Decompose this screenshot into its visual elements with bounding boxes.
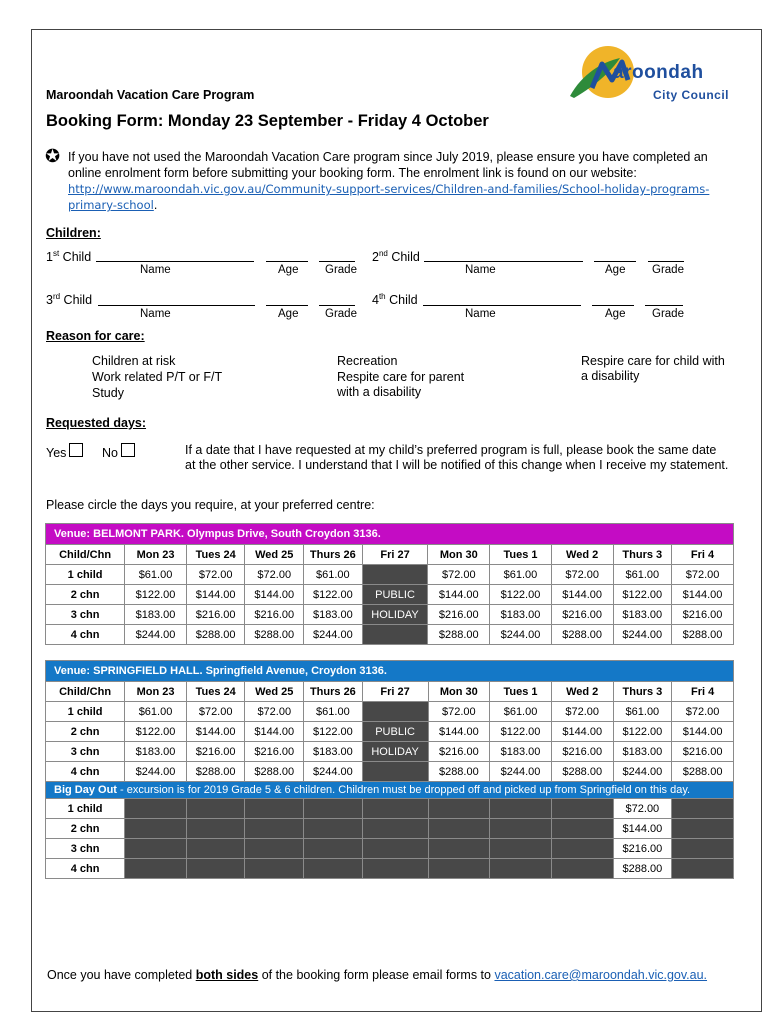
unavailable-cell [186, 819, 245, 839]
child-1-age-field[interactable] [266, 261, 308, 262]
unavailable-cell [428, 839, 490, 859]
price-cell[interactable]: $72.00 [245, 565, 304, 585]
column-header: Tues 1 [490, 545, 552, 565]
price-cell[interactable]: $122.00 [613, 722, 672, 742]
price-cell[interactable]: $216.00 [186, 605, 245, 625]
belmont-venue-title: Venue: BELMONT PARK. Olympus Drive, South Croydon 3136. [46, 524, 734, 545]
row-label: 4 chn [46, 625, 125, 645]
child-3-grade-field[interactable] [319, 305, 355, 306]
both-sides-emphasis: both sides [195, 968, 259, 982]
header-row [46, 682, 734, 702]
price-cell[interactable]: $122.00 [304, 722, 363, 742]
column-header: Thurs 26 [304, 682, 363, 702]
price-cell[interactable]: $122.00 [613, 585, 672, 605]
big-day-row [46, 819, 734, 839]
reason-respite-parent-cont: with a disability [337, 385, 422, 399]
big-day-out-desc: - excursion is for 2019 Grade 5 & 6 children. Children must be dropped off and picked up from Springfield on this day. [116, 784, 691, 796]
child-2-grade-field[interactable] [648, 261, 684, 262]
yes-checkbox[interactable] [69, 443, 83, 457]
price-cell[interactable]: $216.00 [428, 742, 490, 762]
price-cell[interactable]: $288.00 [186, 762, 245, 782]
logo-name: aroondah [613, 62, 704, 83]
price-cell[interactable]: $144.00 [428, 722, 490, 742]
column-header: Mon 30 [428, 545, 490, 565]
big-day-row [46, 839, 734, 859]
price-cell[interactable]: $244.00 [125, 762, 187, 782]
child-1-grade-field[interactable] [319, 261, 355, 262]
notice-link-suffix: . [153, 198, 158, 212]
column-header: Tues 24 [186, 545, 245, 565]
child-3-name-caption: Name [140, 308, 171, 320]
child-1-name-caption: Name [140, 264, 171, 276]
price-cell[interactable]: $72.00 [428, 702, 490, 722]
unavailable-cell [490, 839, 552, 859]
price-cell[interactable]: $288.00 [245, 762, 304, 782]
child-3-age-field[interactable] [266, 305, 308, 306]
price-cell[interactable]: $288.00 [428, 625, 490, 645]
child-3-grade-caption: Grade [325, 308, 357, 320]
price-cell[interactable]: $144.00 [551, 722, 613, 742]
reason-respite-child-cont: a disability [581, 369, 640, 383]
reason-respite-parent: Respite care for parent [337, 370, 465, 384]
price-cell[interactable]: $72.00 [551, 702, 613, 722]
price-cell[interactable]: $144.00 [245, 585, 304, 605]
notice-text [68, 149, 736, 213]
unavailable-cell [186, 859, 245, 879]
row-label: 3 chn [46, 839, 125, 859]
public-holiday-cell: PUBLIC [362, 722, 428, 742]
unavailable-cell [186, 839, 245, 859]
price-cell[interactable]: $72.00 [245, 702, 304, 722]
unavailable-cell [428, 799, 490, 819]
reason-work-related: Work related P/T or F/T [92, 370, 223, 384]
big-day-out-row [46, 782, 734, 799]
price-cell[interactable]: $144.00 [672, 585, 734, 605]
child-4-name-field[interactable] [423, 305, 581, 306]
no-label: No [102, 446, 118, 460]
logo-subtitle: City Council [653, 88, 730, 102]
unavailable-cell [551, 819, 613, 839]
unavailable-cell [490, 799, 552, 819]
price-cell[interactable]: $183.00 [304, 605, 363, 625]
price-cell[interactable]: $216.00 [245, 742, 304, 762]
price-row [46, 762, 734, 782]
public-holiday-cell [362, 702, 428, 722]
price-cell[interactable]: $61.00 [125, 702, 187, 722]
notice-body: If you have not used the Maroondah Vacation Care program since July 2019, please ensure you have completed an online enrolment form before submitting your booking form. The enrolment link is found on our website: [68, 150, 708, 180]
child-2-age-field[interactable] [594, 261, 636, 262]
price-cell[interactable]: $72.00 [672, 702, 734, 722]
price-row [46, 702, 734, 722]
star-circle-icon: ✪ [45, 146, 61, 166]
big-day-price-cell[interactable]: $216.00 [613, 839, 672, 859]
child-4-age-caption: Age [605, 308, 626, 320]
child-2-age-caption: Age [605, 264, 626, 276]
price-cell[interactable]: $61.00 [125, 565, 187, 585]
column-header: Wed 2 [551, 682, 613, 702]
unavailable-cell [186, 799, 245, 819]
child-4-name-caption: Name [465, 308, 496, 320]
row-label: 2 chn [46, 585, 125, 605]
public-holiday-cell: PUBLIC [362, 585, 428, 605]
column-header: Child/Chn [46, 682, 125, 702]
price-cell[interactable]: $183.00 [304, 742, 363, 762]
reason-children-at-risk: Children at risk [92, 354, 176, 368]
unavailable-cell [245, 819, 304, 839]
public-holiday-cell [362, 625, 428, 645]
child-2-label: 2nd Child [372, 249, 420, 265]
price-cell[interactable]: $61.00 [613, 702, 672, 722]
unavailable-cell [362, 799, 428, 819]
price-cell[interactable]: $183.00 [613, 742, 672, 762]
unavailable-cell [304, 799, 363, 819]
price-cell[interactable]: $216.00 [428, 605, 490, 625]
requested-days-heading: Requested days: [46, 416, 147, 430]
price-cell[interactable]: $216.00 [245, 605, 304, 625]
row-label: 1 child [46, 799, 125, 819]
big-day-row [46, 859, 734, 879]
price-cell[interactable]: $61.00 [304, 702, 363, 722]
price-cell[interactable]: $216.00 [186, 742, 245, 762]
column-header: Wed 25 [245, 545, 304, 565]
price-cell[interactable]: $144.00 [672, 722, 734, 742]
price-cell[interactable]: $183.00 [490, 605, 552, 625]
price-cell[interactable]: $244.00 [490, 762, 552, 782]
child-1-grade-caption: Grade [325, 264, 357, 276]
unavailable-cell [672, 819, 734, 839]
header-row [46, 545, 734, 565]
public-holiday-cell: HOLIDAY [362, 605, 428, 625]
price-cell[interactable]: $144.00 [186, 585, 245, 605]
price-cell[interactable]: $288.00 [186, 625, 245, 645]
unavailable-cell [362, 839, 428, 859]
column-header: Fri 4 [672, 682, 734, 702]
price-cell[interactable]: $61.00 [613, 565, 672, 585]
column-header: Thurs 26 [304, 545, 363, 565]
column-header: Wed 25 [245, 682, 304, 702]
price-row [46, 565, 734, 585]
price-cell[interactable]: $122.00 [490, 722, 552, 742]
unavailable-cell [125, 819, 187, 839]
big-day-row [46, 799, 734, 819]
unavailable-cell [551, 859, 613, 879]
children-heading: Children: [46, 226, 101, 240]
springfield-table [45, 660, 734, 879]
unavailable-cell [125, 799, 187, 819]
price-cell[interactable]: $288.00 [672, 762, 734, 782]
unavailable-cell [362, 859, 428, 879]
unavailable-cell [245, 839, 304, 859]
unavailable-cell [672, 839, 734, 859]
price-cell[interactable]: $216.00 [672, 605, 734, 625]
row-label: 3 chn [46, 605, 125, 625]
child-1-name-field[interactable] [96, 261, 254, 262]
no-checkbox[interactable] [121, 443, 135, 457]
price-cell[interactable]: $216.00 [551, 605, 613, 625]
public-holiday-cell [362, 565, 428, 585]
price-row [46, 722, 734, 742]
row-label: 1 child [46, 565, 125, 585]
child-4-grade-field[interactable] [645, 305, 683, 306]
price-cell[interactable]: $183.00 [490, 742, 552, 762]
child-4-grade-caption: Grade [652, 308, 684, 320]
program-title: Maroondah Vacation Care Program [46, 88, 255, 102]
row-label: 1 child [46, 702, 125, 722]
public-holiday-cell: HOLIDAY [362, 742, 428, 762]
reason-heading: Reason for care: [46, 329, 145, 343]
column-header: Mon 23 [125, 545, 187, 565]
reason-respite-child: Respire care for child with [581, 354, 725, 368]
unavailable-cell [490, 859, 552, 879]
row-label: 4 chn [46, 859, 125, 879]
unavailable-cell [125, 839, 187, 859]
unavailable-cell [245, 799, 304, 819]
column-header: Child/Chn [46, 545, 125, 565]
big-day-price-cell[interactable]: $72.00 [613, 799, 672, 819]
child-3-age-caption: Age [278, 308, 299, 320]
column-header: Tues 1 [490, 682, 552, 702]
big-day-price-cell[interactable]: $144.00 [613, 819, 672, 839]
column-header: Tues 24 [186, 682, 245, 702]
unavailable-cell [304, 819, 363, 839]
row-label: 2 chn [46, 722, 125, 742]
child-2-grade-caption: Grade [652, 264, 684, 276]
price-cell[interactable]: $144.00 [551, 585, 613, 605]
child-4-label: 4th Child [372, 292, 418, 308]
price-cell[interactable]: $72.00 [551, 565, 613, 585]
price-cell[interactable]: $183.00 [125, 605, 187, 625]
price-cell[interactable]: $216.00 [551, 742, 613, 762]
email-link[interactable]: vacation.care@maroondah.vic.gov.au. [494, 968, 708, 982]
price-cell[interactable]: $144.00 [186, 722, 245, 742]
big-day-price-cell[interactable]: $288.00 [613, 859, 672, 879]
row-label: 2 chn [46, 819, 125, 839]
price-cell[interactable]: $72.00 [186, 702, 245, 722]
price-cell[interactable]: $144.00 [245, 722, 304, 742]
unavailable-cell [245, 859, 304, 879]
reason-study: Study [92, 386, 124, 400]
unavailable-cell [304, 859, 363, 879]
child-3-label: 3rd Child [46, 292, 93, 308]
price-cell[interactable]: $288.00 [672, 625, 734, 645]
price-cell[interactable]: $72.00 [428, 565, 490, 585]
price-cell[interactable]: $288.00 [551, 762, 613, 782]
price-cell[interactable]: $183.00 [613, 605, 672, 625]
price-cell[interactable]: $288.00 [551, 625, 613, 645]
column-header: Fri 27 [362, 682, 428, 702]
unavailable-cell [362, 819, 428, 839]
no-option [102, 443, 135, 460]
booking-title: Booking Form: Monday 23 September - Friday 4 October [46, 112, 489, 130]
column-header: Fri 4 [672, 545, 734, 565]
unavailable-cell [125, 859, 187, 879]
price-cell[interactable]: $244.00 [125, 625, 187, 645]
unavailable-cell [672, 799, 734, 819]
reason-recreation: Recreation [337, 354, 398, 368]
row-label: 4 chn [46, 762, 125, 782]
price-cell[interactable]: $244.00 [613, 762, 672, 782]
price-cell[interactable]: $288.00 [428, 762, 490, 782]
price-cell[interactable]: $244.00 [490, 625, 552, 645]
child-4-age-field[interactable] [592, 305, 634, 306]
unavailable-cell [490, 819, 552, 839]
yes-option [46, 443, 83, 460]
child-2-name-field[interactable] [424, 261, 583, 262]
springfield-venue-title: Venue: SPRINGFIELD HALL. Springfield Avenue, Croydon 3136. [46, 661, 734, 682]
requested-note: If a date that I have requested at my child’s preferred program is full, please book the same date at the other service. I understand that I will be notified of this change when I receive my statement. [185, 443, 729, 472]
price-cell[interactable]: $244.00 [304, 625, 363, 645]
price-cell[interactable]: $244.00 [304, 762, 363, 782]
enrolment-link[interactable]: http://www.maroondah.vic.gov.au/Community-support-services/Children-and-families/School-holiday-programs-primary-school [68, 182, 710, 212]
price-cell[interactable]: $122.00 [125, 722, 187, 742]
public-holiday-cell [362, 762, 428, 782]
column-header: Thurs 3 [613, 545, 672, 565]
price-row [46, 585, 734, 605]
unavailable-cell [551, 839, 613, 859]
column-header: Wed 2 [551, 545, 613, 565]
price-cell[interactable]: $183.00 [125, 742, 187, 762]
price-cell[interactable]: $216.00 [672, 742, 734, 762]
price-cell[interactable]: $61.00 [490, 702, 552, 722]
child-2-name-caption: Name [465, 264, 496, 276]
big-day-out-title: Big Day Out [54, 784, 117, 796]
column-header: Mon 23 [125, 682, 187, 702]
belmont-table [45, 523, 734, 645]
row-label: 3 chn [46, 742, 125, 762]
yes-label: Yes [46, 446, 67, 460]
big-day-out-banner [46, 782, 734, 799]
price-row [46, 742, 734, 762]
price-cell[interactable]: $61.00 [490, 565, 552, 585]
price-row [46, 605, 734, 625]
child-1-label: 1st Child [46, 249, 92, 265]
unavailable-cell [428, 859, 490, 879]
unavailable-cell [428, 819, 490, 839]
child-3-name-field[interactable] [98, 305, 255, 306]
price-cell[interactable]: $122.00 [490, 585, 552, 605]
price-cell[interactable]: $244.00 [613, 625, 672, 645]
price-cell[interactable]: $288.00 [245, 625, 304, 645]
child-1-age-caption: Age [278, 264, 299, 276]
unavailable-cell [551, 799, 613, 819]
column-header: Thurs 3 [613, 682, 672, 702]
price-cell[interactable]: $122.00 [125, 585, 187, 605]
price-row [46, 625, 734, 645]
price-cell[interactable]: $122.00 [304, 585, 363, 605]
footer-note: Once you have completed both sides of the booking form please email forms to vacation.care@maroondah.vic.gov.au. [47, 968, 708, 982]
price-cell[interactable]: $72.00 [186, 565, 245, 585]
unavailable-cell [672, 859, 734, 879]
price-cell[interactable]: $72.00 [672, 565, 734, 585]
column-header: Fri 27 [362, 545, 428, 565]
price-cell[interactable]: $61.00 [304, 565, 363, 585]
price-cell[interactable]: $144.00 [428, 585, 490, 605]
circle-instruction: Please circle the days you require, at your preferred centre: [46, 498, 375, 512]
unavailable-cell [304, 839, 363, 859]
column-header: Mon 30 [428, 682, 490, 702]
